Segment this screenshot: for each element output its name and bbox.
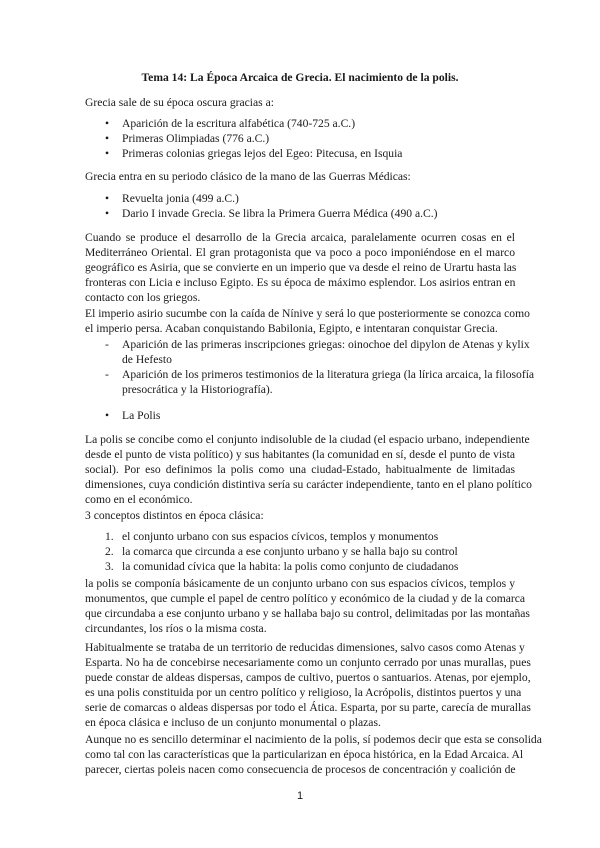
text-line: serie de comarcas o aldeas dispersas por todo el Ática. Esparta, por su parte, carecía de murallas — [85, 701, 531, 714]
text-line: la polis se componía básicamente de un conjunto urbano con sus espacios cívicos, templos y — [85, 577, 515, 590]
text-line: Dario I invade Grecia. Se libra la Primera Guerra Médica (490 a.C.) — [122, 207, 438, 220]
list-marker: 2. — [105, 545, 114, 558]
bullet-icon: • — [105, 132, 110, 145]
document-title: Tema 14: La Época Arcaica de Grecia. El nacimiento de la polis. — [141, 71, 459, 84]
text-line: en época clásica e incluso de un conjunto monumental o plazas. — [85, 716, 381, 729]
intro-text: 3 conceptos distintos en época clásica: — [85, 509, 264, 522]
text-line: Primeras Olimpiadas (776 a.C.) — [122, 132, 270, 145]
text-line: circundantes, los ríos o la misma costa. — [85, 622, 267, 635]
list-item-text — [122, 337, 530, 367]
list-item-text — [122, 529, 515, 544]
bullet-icon: • — [105, 147, 110, 160]
paragraph — [85, 732, 542, 777]
section-heading: La Polis — [122, 409, 161, 422]
text-line: Cuando se produce el desarrollo de la Grecia arcaica, paralelamente ocurren cosas en el — [85, 231, 515, 244]
bullet-icon: • — [105, 207, 110, 220]
text-line: monumentos, que cumple el papel de centro político y económico de la ciudad y de la comarca — [85, 592, 526, 605]
text-line: La polis se concibe como el conjunto indisoluble de la ciudad (el espacio urbano, independiente — [85, 433, 530, 446]
list-item-text — [122, 146, 515, 161]
list-marker: 1. — [105, 530, 114, 543]
paragraph — [85, 432, 532, 507]
text-line: de Hefesto — [122, 353, 172, 366]
text-line: Aunque no es sencillo determinar el nacimiento de la polis, sí podemos decir que esta se consolida — [85, 733, 542, 746]
intro-text: Grecia sale de su época oscura gracias a: — [85, 96, 274, 109]
list-item-text — [122, 559, 515, 574]
text-line: como en el económico. — [85, 493, 193, 506]
list-marker: 3. — [105, 560, 114, 573]
text-line: Aparición de los primeros testimonios de la literatura griega (la lírica arcaica, la filosofía — [122, 368, 535, 381]
text-line: social). Por eso definimos la polis como una ciudad-Estado, habitualmente de limitadas — [85, 463, 515, 476]
text-line: el imperio persa. Acaban conquistando Babilonia, Egipto, e intentaran conquistar Grecia. — [85, 322, 498, 335]
text-line: es una polis constituida por un centro político y religioso, la Acrópolis, distintos puertos y una — [85, 686, 522, 699]
text-line: geográfico es Asiria, que se convierte en un imperio que va desde el reino de Urartu hasta las — [85, 261, 517, 274]
text-line: Primeras colonias griegas lejos del Egeo: Pitecusa, en Isquia — [122, 147, 403, 160]
text-line: Habitualmente se trataba de un territorio de reducidas dimensiones, salvo casos como Atenas y — [85, 641, 525, 654]
paragraph — [85, 230, 515, 305]
text-line: Esparta. No ha de concebirse necesariamente como un conjunto cerrado por unas murallas, pues — [85, 656, 531, 669]
list-item-text — [122, 116, 515, 131]
text-line: que circundaba a ese conjunto urbano y se hallaba bajo su control, delimitadas por las montañas — [85, 607, 530, 620]
text-line: la comarca que circunda a ese conjunto urbano y se halla bajo su control — [122, 545, 458, 558]
bullet-icon: • — [105, 192, 110, 205]
bullet-icon: • — [105, 117, 110, 130]
paragraph — [85, 306, 530, 336]
text-line: El imperio asirio sucumbe con la caída de Nínive y será lo que posteriormente se conozca como — [85, 307, 530, 320]
text-line: puede constar de aldeas dispersas, campos de cultivo, puertos o santuarios. Atenas, por ejemplo, — [85, 671, 531, 684]
list-item-text — [122, 131, 515, 146]
list-item-text — [122, 206, 515, 221]
intro-text: Grecia entra en su periodo clásico de la mano de las Guerras Médicas: — [85, 170, 411, 183]
bullet-icon: • — [105, 409, 110, 422]
page-number: 1 — [296, 790, 304, 802]
text-line: fronteras con Licia e incluso Egipto. Es su época de máximo esplendor. Los asirios entran en — [85, 276, 516, 289]
text-line: Aparición de las primeras inscripciones griegas: oinochoe del dipylon de Atenas y kylix — [122, 338, 530, 351]
text-line: Revuelta jonia (499 a.C.) — [122, 192, 239, 205]
list-item-text — [122, 191, 515, 206]
list-marker: - — [105, 338, 109, 351]
text-line: presocrática y la Historiografía). — [122, 383, 273, 396]
list-marker: - — [105, 368, 109, 381]
text-line: parecer, ciertas poleis nacen como consecuencia de procesos de concentración y coalición de — [85, 763, 516, 776]
text-line: dimensiones, cuya condición distintiva sería su carácter independiente, tanto en el plano político — [85, 478, 532, 491]
text-line: Aparición de la escritura alfabética (740-725 a.C.) — [122, 117, 356, 130]
text-line: contacto con los griegos. — [85, 291, 201, 304]
paragraph — [85, 576, 530, 636]
text-line: como tal con las características que la particularizan en época histórica, en la Edad Arcaica. Al — [85, 748, 524, 761]
text-line: Mediterráneo Oriental. El gran protagonista que va poco a poco imponiéndose en el marco — [85, 246, 515, 259]
text-line: la comunidad cívica que la habita: la polis como conjunto de ciudadanos — [122, 560, 459, 573]
text-line: desde el punto de vista político) y sus habitantes (la comunidad en sí, desde el punto de vista — [85, 448, 515, 461]
paragraph — [85, 640, 531, 730]
text-line: el conjunto urbano con sus espacios cívicos, templos y monumentos — [122, 530, 439, 543]
list-item-text — [122, 367, 535, 397]
list-item-text — [122, 544, 515, 559]
